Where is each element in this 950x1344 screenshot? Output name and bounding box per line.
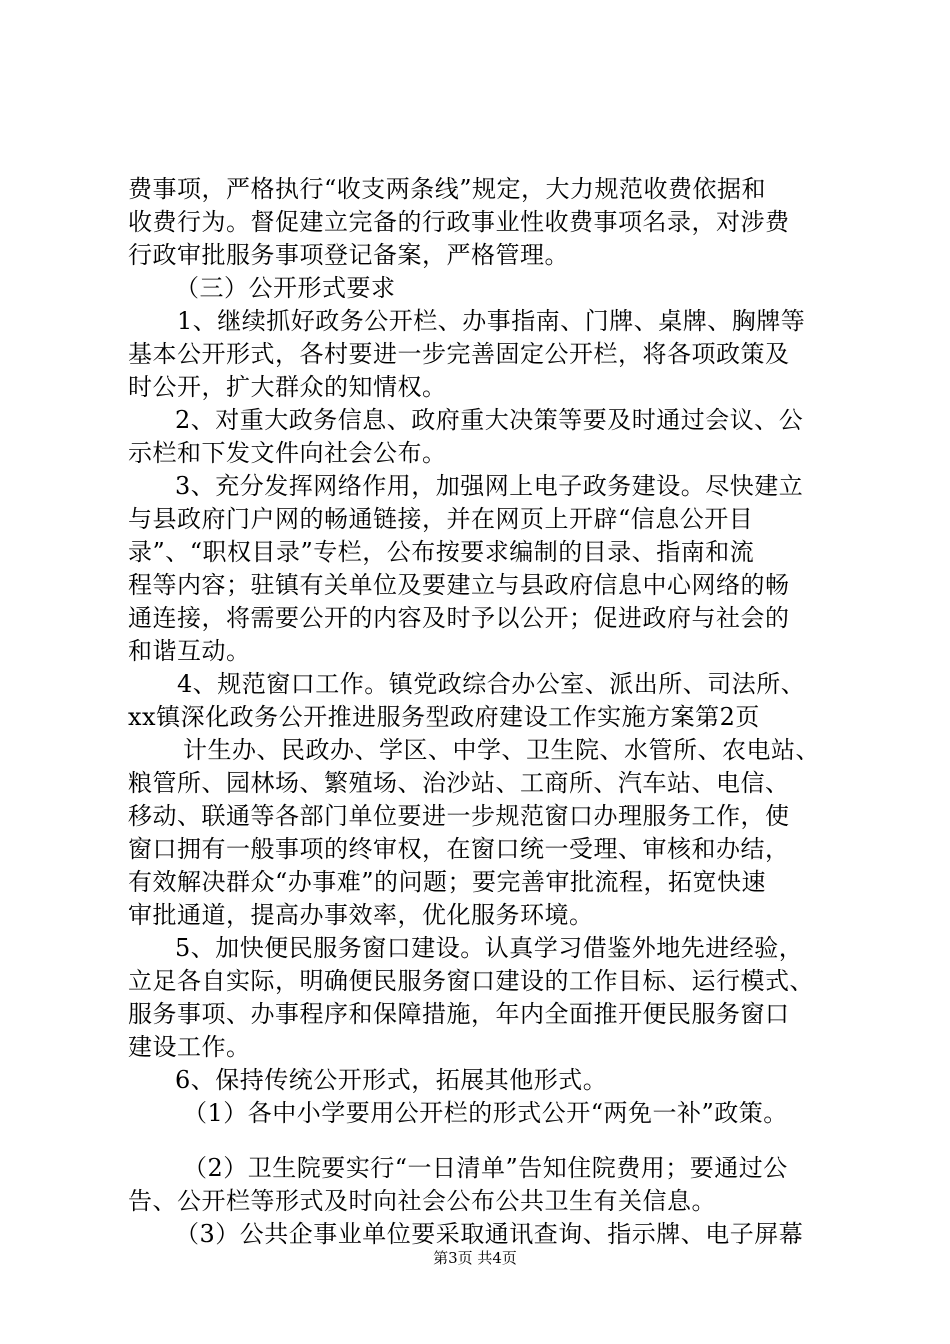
body-text-line: （3）公共企事业单位要采取通讯查询、指示牌、电子屏幕: [175, 1220, 804, 1248]
body-text-line: 行政审批服务事项登记备案，严格管理。: [128, 241, 569, 269]
body-text-line: 审批通道，提高办事效率，优化服务环境。: [128, 901, 594, 929]
body-text-line: 通连接，将需要公开的内容及时予以公开；促进政府与社会的: [128, 604, 790, 632]
body-text-line: 移动、联通等各部门单位要进一步规范窗口办理服务工作，使: [128, 802, 790, 830]
body-text-line: 程等内容；驻镇有关单位及要建立与县政府信息中心网络的畅: [128, 571, 790, 599]
body-text-line: 与县政府门户网的畅通链接，并在网页上开辟“信息公开目: [128, 505, 754, 533]
body-text-line: （2）卫生院要实行“一日清单”告知住院费用；要通过公: [183, 1154, 788, 1182]
body-text-line: 粮管所、园林场、繁殖场、治沙站、工商所、汽车站、电信、: [128, 769, 790, 797]
body-text-line: 收费行为。督促建立完备的行政事业性收费事项名录，对涉费: [128, 208, 790, 236]
body-text-line: 服务事项、办事程序和保障措施，年内全面推开便民服务窗口: [128, 1000, 790, 1028]
body-text-line: （1）各中小学要用公开栏的形式公开“两免一补”政策。: [183, 1099, 788, 1127]
section-heading: （三）公开形式要求: [175, 274, 396, 302]
body-text-line: 时公开，扩大群众的知情权。: [128, 373, 447, 401]
body-text-line: 建设工作。: [128, 1033, 251, 1061]
body-text-line: 录”、“职权目录”专栏，公布按要求编制的目录、指南和流: [128, 538, 755, 566]
body-text-line: 1、继续抓好政务公开栏、办事指南、门牌、桌牌、胸牌等: [177, 307, 806, 335]
body-text-line: 2、对重大政务信息、政府重大决策等要及时通过会议、公: [175, 406, 804, 434]
page-footer: 第3页 共4页: [433, 1249, 517, 1267]
body-text-line: 3、充分发挥网络作用，加强网上电子政务建设。尽快建立: [175, 472, 804, 500]
body-text-line: 立足各自实际，明确便民服务窗口建设的工作目标、运行模式、: [128, 967, 814, 995]
body-text-line: 4、规范窗口工作。镇党政综合办公室、派出所、司法所、: [177, 670, 806, 698]
body-text-line: 计生办、民政办、学区、中学、卫生院、水管所、农电站、: [183, 736, 820, 764]
body-text-line: 和谐互动。: [128, 637, 251, 665]
body-text-line: 示栏和下发文件向社会公布。: [128, 439, 447, 467]
body-text-line: 告、公开栏等形式及时向社会公布公共卫生有关信息。: [128, 1187, 716, 1215]
body-text-line: 窗口拥有一般事项的终审权，在窗口统一受理、审核和办结，: [128, 835, 790, 863]
body-text-line: 有效解决群众“办事难”的问题；要完善审批流程，拓宽快速: [128, 868, 767, 896]
body-text-line: 费事项，严格执行“收支两条线”规定，大力规范收费依据和: [128, 175, 767, 203]
page-break-header: xx镇深化政务公开推进服务型政府建设工作实施方案第2页: [128, 703, 760, 731]
body-text-line: 基本公开形式，各村要进一步完善固定公开栏，将各项政策及: [128, 340, 790, 368]
body-text-line: 6、保持传统公开形式，拓展其他形式。: [175, 1066, 608, 1094]
body-text-line: 5、加快便民服务窗口建设。认真学习借鉴外地先进经验，: [175, 934, 804, 962]
